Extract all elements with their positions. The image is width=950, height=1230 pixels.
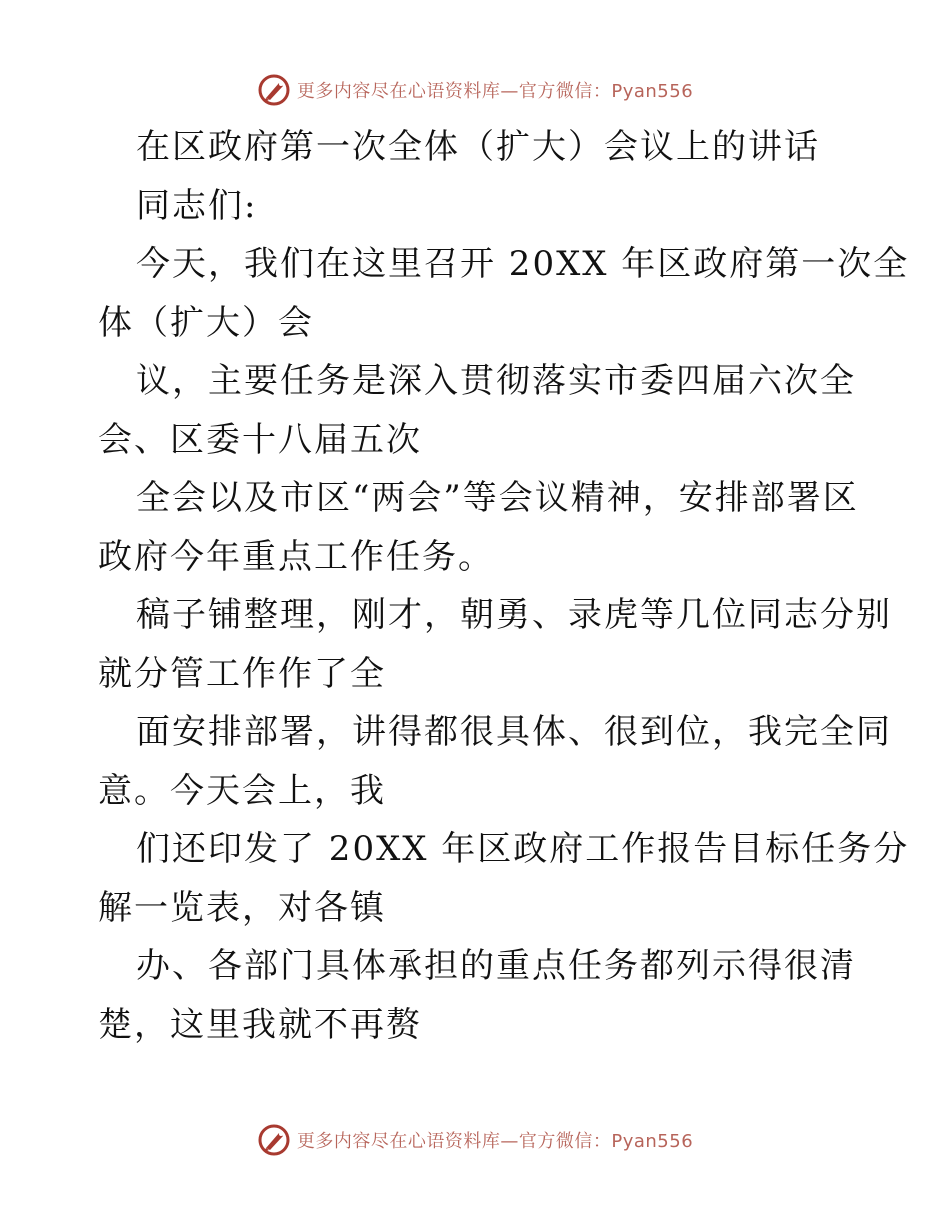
pen-logo-icon: [257, 1123, 291, 1157]
document-body: [98, 118, 910, 1054]
footer-banner-text: 更多内容尽在心语资料库—官方微信：Pyan556: [296, 1131, 694, 1152]
pen-logo-icon: [257, 73, 291, 107]
paragraph-line: 议，主要任务是深入贯彻落实市委四届六次全: [136, 361, 856, 401]
footer-watermark: [0, 1120, 950, 1160]
paragraph-line: 解一览表，对各镇: [98, 887, 386, 928]
paragraph-line: 体（扩大）会: [98, 302, 314, 343]
paragraph-line: 全会以及市区“两会”等会议精神，安排部署区: [136, 478, 859, 518]
document-title: 在区政府第一次全体（扩大）会议上的讲话: [136, 127, 820, 167]
paragraph-line: 会、区委十八届五次: [98, 419, 422, 460]
paragraph-line: 稿子铺整理，刚才，朝勇、录虎等几位同志分别: [136, 595, 892, 635]
paragraph-line: 政府今年重点工作任务。: [98, 536, 494, 577]
paragraph-line: 办、各部门具体承担的重点任务都列示得很清: [136, 946, 856, 986]
paragraph-line: 就分管工作作了全: [98, 653, 386, 694]
paragraph-line: 同志们:: [136, 185, 258, 226]
paragraph-line: 今天，我们在这里召开 20XX 年区政府第一次全: [136, 244, 910, 284]
paragraph-line: 面安排部署，讲得都很具体、很到位，我完全同: [136, 712, 892, 752]
paragraph-line: 意。今天会上，我: [98, 770, 386, 811]
header-banner-text: 更多内容尽在心语资料库—官方微信：Pyan556: [296, 81, 694, 102]
header-watermark: [0, 70, 950, 110]
paragraph-line: 楚，这里我就不再赘: [98, 1004, 422, 1045]
paragraph-line: 们还印发了 20XX 年区政府工作报告目标任务分: [136, 829, 910, 869]
